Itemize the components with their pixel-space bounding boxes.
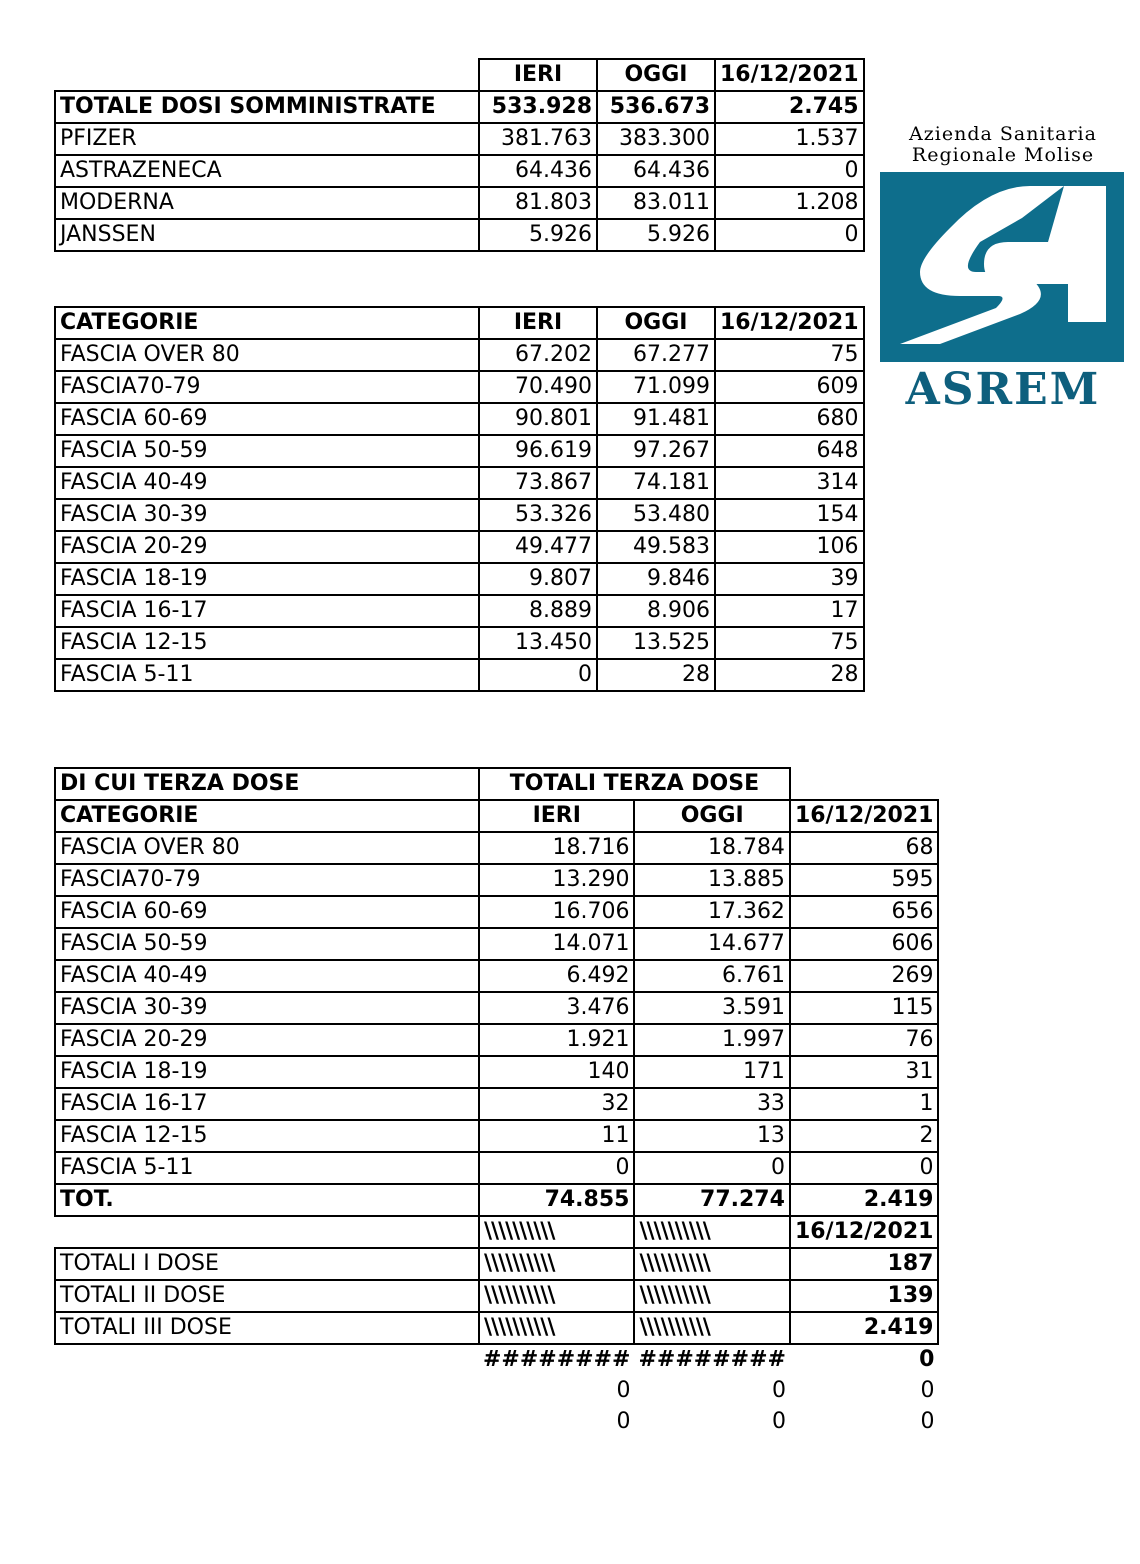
cell-delta: 31 xyxy=(790,1056,939,1088)
row-label: FASCIA 40-49 xyxy=(55,960,479,992)
table-row xyxy=(55,627,864,659)
row-label: TOT. xyxy=(55,1184,479,1216)
cell-delta: 269 xyxy=(790,960,939,992)
table-title-row xyxy=(55,768,938,800)
table-row xyxy=(55,187,864,219)
row-label: FASCIA 30-39 xyxy=(55,992,479,1024)
cell-delta: 609 xyxy=(715,371,864,403)
cell-oggi: 13.525 xyxy=(597,627,715,659)
title-right: TOTALI TERZA DOSE xyxy=(479,768,790,800)
cell-slashes: \\\\\\\\\\ xyxy=(634,1312,789,1344)
cell-ieri: 13.450 xyxy=(479,627,597,659)
cell-ieri: 14.071 xyxy=(479,928,634,960)
cell-ieri: 533.928 xyxy=(479,91,597,123)
cell-ieri: 0 xyxy=(479,659,597,691)
cell-oggi: 3.591 xyxy=(634,992,789,1024)
row-label: FASCIA 20-29 xyxy=(55,1024,479,1056)
cell-oggi: 91.481 xyxy=(597,403,715,435)
cell-ieri: 49.477 xyxy=(479,531,597,563)
table-header-row xyxy=(55,800,938,832)
row-label: MODERNA xyxy=(55,187,479,219)
row-label: FASCIA 18-19 xyxy=(55,1056,479,1088)
row-label: FASCIA70-79 xyxy=(55,864,479,896)
cell-ieri: 67.202 xyxy=(479,339,597,371)
cell-oggi: 49.583 xyxy=(597,531,715,563)
table-row xyxy=(55,1280,938,1312)
row-label: FASCIA OVER 80 xyxy=(55,832,479,864)
header-slashes: \\\\\\\\\\ xyxy=(479,1216,634,1248)
cell-oggi: 171 xyxy=(634,1056,789,1088)
doses-by-age-table xyxy=(54,306,865,692)
cell-oggi: 77.274 xyxy=(634,1184,789,1216)
table-row xyxy=(55,499,864,531)
row-label: FASCIA 30-39 xyxy=(55,499,479,531)
header-empty xyxy=(55,59,479,91)
cell-ieri: 16.706 xyxy=(479,896,634,928)
table-header-row xyxy=(55,59,864,91)
cell-oggi: 5.926 xyxy=(597,219,715,251)
row-label: TOTALI II DOSE xyxy=(55,1280,479,1312)
cell-delta: 648 xyxy=(715,435,864,467)
cell-zero: 0 xyxy=(920,1408,935,1434)
logo-line-2: Regionale Molise xyxy=(911,144,1095,166)
cell-ieri: 81.803 xyxy=(479,187,597,219)
footer-row xyxy=(55,1344,938,1375)
cell-hash: ######## xyxy=(483,1347,631,1372)
table-row xyxy=(55,531,864,563)
cell-delta: 0 xyxy=(715,219,864,251)
table-row xyxy=(55,1120,938,1152)
cell-ieri: 381.763 xyxy=(479,123,597,155)
header-oggi: OGGI xyxy=(634,800,789,832)
header-oggi: OGGI xyxy=(597,307,715,339)
row-label: TOTALI III DOSE xyxy=(55,1312,479,1344)
cell-ieri: 5.926 xyxy=(479,219,597,251)
cell-oggi: 0 xyxy=(634,1152,789,1184)
row-label: FASCIA 20-29 xyxy=(55,531,479,563)
title-left: DI CUI TERZA DOSE xyxy=(55,768,479,800)
cell-oggi: 97.267 xyxy=(597,435,715,467)
table-row xyxy=(55,1024,938,1056)
row-label: FASCIA 16-17 xyxy=(55,595,479,627)
row-label: FASCIA 40-49 xyxy=(55,467,479,499)
table-row xyxy=(55,832,938,864)
cell-oggi: 6.761 xyxy=(634,960,789,992)
row-label: FASCIA 60-69 xyxy=(55,896,479,928)
row-label: FASCIA 5-11 xyxy=(55,1152,479,1184)
row-label: FASCIA 5-11 xyxy=(55,659,479,691)
table-row xyxy=(55,864,938,896)
cell-delta: 595 xyxy=(790,864,939,896)
footer-row xyxy=(55,1375,938,1406)
cell-ieri: 96.619 xyxy=(479,435,597,467)
table-row xyxy=(55,992,938,1024)
asrem-logo xyxy=(880,124,1126,415)
cell-ieri: 70.490 xyxy=(479,371,597,403)
table-row xyxy=(55,155,864,187)
cell-oggi: 8.906 xyxy=(597,595,715,627)
cell-ieri: 6.492 xyxy=(479,960,634,992)
cell-ieri: 32 xyxy=(479,1088,634,1120)
table-row xyxy=(55,1088,938,1120)
table-row xyxy=(55,1312,938,1344)
header-date: 16/12/2021 xyxy=(715,307,864,339)
footer-row xyxy=(55,1406,938,1437)
header-ieri: IERI xyxy=(479,307,597,339)
cell-delta: 68 xyxy=(790,832,939,864)
cell-delta: 2.745 xyxy=(715,91,864,123)
header-categorie: CATEGORIE xyxy=(55,307,479,339)
cell-slashes: \\\\\\\\\\ xyxy=(479,1280,634,1312)
table-row xyxy=(55,123,864,155)
table-row xyxy=(55,435,864,467)
header-date: 16/12/2021 xyxy=(715,59,864,91)
row-label: FASCIA OVER 80 xyxy=(55,339,479,371)
cell-oggi: 13.885 xyxy=(634,864,789,896)
header-empty xyxy=(55,1216,479,1248)
cell-ieri: 3.476 xyxy=(479,992,634,1024)
cell-slashes: \\\\\\\\\\ xyxy=(479,1312,634,1344)
header-ieri: IERI xyxy=(479,59,597,91)
cell-ieri: 9.807 xyxy=(479,563,597,595)
row-label: FASCIA 12-15 xyxy=(55,1120,479,1152)
row-empty xyxy=(55,1375,479,1406)
cell-oggi: 1.997 xyxy=(634,1024,789,1056)
row-label: TOTALE DOSI SOMMINISTRATE xyxy=(55,91,479,123)
cell-ieri: 8.889 xyxy=(479,595,597,627)
cell-oggi: 14.677 xyxy=(634,928,789,960)
row-label: JANSSEN xyxy=(55,219,479,251)
cell-ieri: 1.921 xyxy=(479,1024,634,1056)
cell-oggi: 53.480 xyxy=(597,499,715,531)
cell-delta: 0 xyxy=(790,1152,939,1184)
logo-line-1: Azienda Sanitaria xyxy=(909,123,1097,145)
cell-delta: 187 xyxy=(790,1248,939,1280)
title-empty xyxy=(790,768,939,800)
cell-zero: 0 xyxy=(616,1377,631,1403)
table-row xyxy=(55,467,864,499)
cell-delta: 139 xyxy=(790,1280,939,1312)
cell-oggi: 83.011 xyxy=(597,187,715,219)
cell-delta: 106 xyxy=(715,531,864,563)
cell-slashes: \\\\\\\\\\ xyxy=(634,1280,789,1312)
cell-ieri: 18.716 xyxy=(479,832,634,864)
cell-delta: 28 xyxy=(715,659,864,691)
cell-delta: 1 xyxy=(790,1088,939,1120)
cell-oggi: 71.099 xyxy=(597,371,715,403)
cell-ieri: 140 xyxy=(479,1056,634,1088)
total-row xyxy=(55,1184,938,1216)
cell-zero: 0 xyxy=(920,1377,935,1403)
cell-ieri: 64.436 xyxy=(479,155,597,187)
cell-ieri: 74.855 xyxy=(479,1184,634,1216)
row-empty xyxy=(55,1344,479,1375)
table-row xyxy=(55,896,938,928)
cell-oggi: 64.436 xyxy=(597,155,715,187)
cell-zero: 0 xyxy=(919,1347,935,1372)
cell-delta: 115 xyxy=(790,992,939,1024)
cell-ieri: 0 xyxy=(479,1152,634,1184)
cell-delta: 1.208 xyxy=(715,187,864,219)
header-ieri: IERI xyxy=(479,800,634,832)
row-empty xyxy=(55,1406,479,1437)
cell-oggi: 18.784 xyxy=(634,832,789,864)
row-label: FASCIA 50-59 xyxy=(55,928,479,960)
table-row xyxy=(55,1152,938,1184)
table-row xyxy=(55,595,864,627)
header-oggi: OGGI xyxy=(597,59,715,91)
table-row xyxy=(55,1056,938,1088)
row-label: FASCIA 60-69 xyxy=(55,403,479,435)
row-label: ASTRAZENECA xyxy=(55,155,479,187)
cell-ieri: 53.326 xyxy=(479,499,597,531)
cell-delta: 75 xyxy=(715,339,864,371)
third-dose-table xyxy=(54,767,939,1437)
table-row xyxy=(55,659,864,691)
cell-oggi: 383.300 xyxy=(597,123,715,155)
row-label: PFIZER xyxy=(55,123,479,155)
cell-delta: 680 xyxy=(715,403,864,435)
table-row xyxy=(55,960,938,992)
row-label: FASCIA 18-19 xyxy=(55,563,479,595)
cell-zero: 0 xyxy=(771,1408,786,1434)
cell-oggi: 9.846 xyxy=(597,563,715,595)
cell-delta: 154 xyxy=(715,499,864,531)
row-label: FASCIA 12-15 xyxy=(55,627,479,659)
cell-delta: 39 xyxy=(715,563,864,595)
cell-delta: 1.537 xyxy=(715,123,864,155)
cell-slashes: \\\\\\\\\\ xyxy=(479,1248,634,1280)
cell-zero: 0 xyxy=(616,1408,631,1434)
cell-ieri: 13.290 xyxy=(479,864,634,896)
cell-ieri: 73.867 xyxy=(479,467,597,499)
cell-ieri: 11 xyxy=(479,1120,634,1152)
row-label: TOTALI I DOSE xyxy=(55,1248,479,1280)
cell-ieri: 90.801 xyxy=(479,403,597,435)
cell-delta: 2 xyxy=(790,1120,939,1152)
logo-emblem xyxy=(880,172,1124,362)
table-header-row xyxy=(55,1216,938,1248)
logo-acronym: ASREM xyxy=(905,364,1101,415)
table-row xyxy=(55,371,864,403)
cell-oggi: 13 xyxy=(634,1120,789,1152)
cell-oggi: 28 xyxy=(597,659,715,691)
cell-delta: 2.419 xyxy=(790,1184,939,1216)
header-categorie: CATEGORIE xyxy=(55,800,479,832)
table-row xyxy=(55,1248,938,1280)
table-row xyxy=(55,403,864,435)
cell-slashes: \\\\\\\\\\ xyxy=(634,1248,789,1280)
cell-delta: 2.419 xyxy=(790,1312,939,1344)
header-date: 16/12/2021 xyxy=(790,1216,939,1248)
cell-zero: 0 xyxy=(771,1377,786,1403)
doses-by-vaccine-table xyxy=(54,58,865,252)
cell-oggi: 17.362 xyxy=(634,896,789,928)
cell-delta: 17 xyxy=(715,595,864,627)
cell-delta: 76 xyxy=(790,1024,939,1056)
row-label: FASCIA 16-17 xyxy=(55,1088,479,1120)
asrem-emblem-icon xyxy=(880,172,1124,362)
table-header-row xyxy=(55,307,864,339)
cell-delta: 0 xyxy=(715,155,864,187)
cell-oggi: 67.277 xyxy=(597,339,715,371)
cell-oggi: 33 xyxy=(634,1088,789,1120)
table-row xyxy=(55,928,938,960)
cell-delta: 75 xyxy=(715,627,864,659)
cell-hash: ######## xyxy=(638,1347,786,1372)
cell-delta: 606 xyxy=(790,928,939,960)
row-label: FASCIA70-79 xyxy=(55,371,479,403)
table-row xyxy=(55,219,864,251)
table-row xyxy=(55,563,864,595)
table-row xyxy=(55,339,864,371)
cell-delta: 314 xyxy=(715,467,864,499)
row-label: FASCIA 50-59 xyxy=(55,435,479,467)
total-row xyxy=(55,91,864,123)
cell-oggi: 536.673 xyxy=(597,91,715,123)
header-slashes: \\\\\\\\\\ xyxy=(634,1216,789,1248)
cell-delta: 656 xyxy=(790,896,939,928)
cell-oggi: 74.181 xyxy=(597,467,715,499)
header-date: 16/12/2021 xyxy=(790,800,939,832)
